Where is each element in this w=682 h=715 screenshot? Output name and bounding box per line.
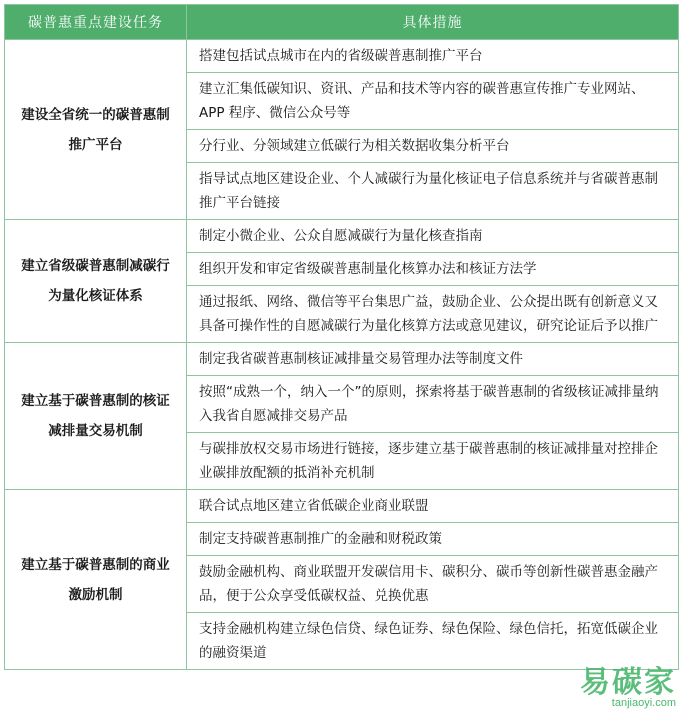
measure-cell: 通过报纸、网络、微信等平台集思广益，鼓励企业、公众提出既有创新意义又具备可操作性的自愿减碳行为量化核算方法或意见建议，研究论证后予以推广 <box>187 286 679 343</box>
table-row <box>5 343 679 376</box>
table-row <box>5 40 679 73</box>
measure-cell: 指导试点地区建设企业、个人减碳行为量化核证电子信息系统并与省碳普惠制推广平台链接 <box>187 163 679 220</box>
header-task: 碳普惠重点建设任务 <box>5 5 187 40</box>
watermark-logo: 易碳家 <box>580 665 676 700</box>
measure-cell: 与碳排放权交易市场进行链接，逐步建立基于碳普惠制的核证减排量对控排企业碳排放配额的抵消补充机制 <box>187 433 679 490</box>
task-cell: 建设全省统一的碳普惠制推广平台 <box>5 40 187 220</box>
measure-cell: 制定小微企业、公众自愿减碳行为量化核查指南 <box>187 220 679 253</box>
measure-cell: 制定我省碳普惠制核证减排量交易管理办法等制度文件 <box>187 343 679 376</box>
measure-cell: 按照“成熟一个，纳入一个”的原则，探索将基于碳普惠制的省级核证减排量纳入我省自愿减排交易产品 <box>187 376 679 433</box>
measure-cell: 联合试点地区建立省低碳企业商业联盟 <box>187 490 679 523</box>
table-row <box>5 490 679 523</box>
measure-cell: 制定支持碳普惠制推广的金融和财税政策 <box>187 523 679 556</box>
task-cell: 建立基于碳普惠制的商业激励机制 <box>5 490 187 670</box>
measure-cell: 鼓励金融机构、商业联盟开发碳信用卡、碳积分、碳币等创新性碳普惠金融产品，便于公众享受低碳权益、兑换优惠 <box>187 556 679 613</box>
watermark-site: tanjiaoyi.com <box>611 697 676 709</box>
watermark <box>580 667 676 709</box>
measure-cell: 搭建包括试点城市在内的省级碳普惠制推广平台 <box>187 40 679 73</box>
measure-cell: 支持金融机构建立绿色信贷、绿色证券、绿色保险、绿色信托，拓宽低碳企业的融资渠道 <box>187 613 679 670</box>
header-measures: 具体措施 <box>187 5 679 40</box>
measure-cell: 组织开发和审定省级碳普惠制量化核算办法和核证方法学 <box>187 253 679 286</box>
measures-table <box>4 4 679 670</box>
task-cell: 建立基于碳普惠制的核证减排量交易机制 <box>5 343 187 490</box>
task-cell: 建立省级碳普惠制减碳行为量化核证体系 <box>5 220 187 343</box>
table-header-row <box>5 5 679 40</box>
measure-cell: 建立汇集低碳知识、资讯、产品和技术等内容的碳普惠宣传推广专业网站、APP 程序、微信公众号等 <box>187 73 679 130</box>
measure-cell: 分行业、分领域建立低碳行为相关数据收集分析平台 <box>187 130 679 163</box>
table-row <box>5 220 679 253</box>
